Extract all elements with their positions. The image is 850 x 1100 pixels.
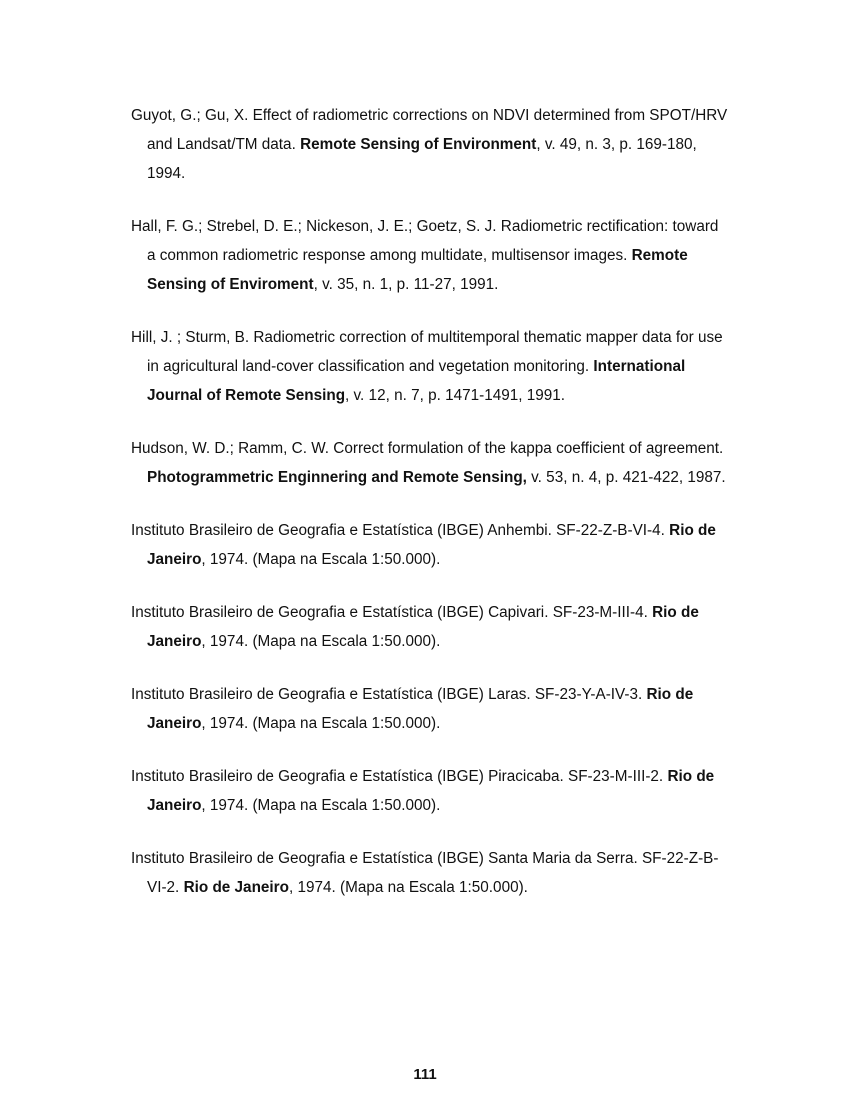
reference-entry xyxy=(131,680,731,738)
reference-entry xyxy=(131,598,731,656)
reference-text: Instituto Brasileiro de Geografia e Estatística (IBGE) Piracicaba. SF-23-M-III-2. xyxy=(131,768,668,785)
reference-list xyxy=(131,101,731,926)
reference-text: Instituto Brasileiro de Geografia e Estatística (IBGE) Capivari. SF-23-M-III-4. xyxy=(131,604,653,621)
reference-text: Instituto Brasileiro de Geografia e Estatística (IBGE) Laras. SF-23-Y-A-IV-3. xyxy=(131,686,647,703)
reference-details: v. 53, n. 4, p. 421-422, 1987. xyxy=(526,469,726,486)
reference-text: Hudson, W. D.; Ramm, C. W. Correct formulation of the kappa coefficient of agreement. xyxy=(131,440,724,457)
page-number: 111 xyxy=(413,1066,437,1083)
reference-details: , 1974. (Mapa na Escala 1:50.000). xyxy=(201,715,441,732)
reference-journal: Photogrammetric Enginnering and Remote Sensing, xyxy=(147,469,527,486)
reference-place: Rio de Janeiro xyxy=(147,686,694,732)
reference-details: , v. 12, n. 7, p. 1471-1491, 1991. xyxy=(345,387,566,404)
reference-entry xyxy=(131,516,731,574)
reference-journal: Remote Sensing of Enviroment xyxy=(147,247,688,293)
reference-details: , 1974. (Mapa na Escala 1:50.000). xyxy=(201,633,441,650)
reference-entry xyxy=(131,323,731,410)
reference-text: Instituto Brasileiro de Geografia e Estatística (IBGE) Anhembi. SF-22-Z-B-VI-4. xyxy=(131,522,670,539)
reference-entry xyxy=(131,844,731,902)
reference-entry xyxy=(131,212,731,299)
reference-journal: International Journal of Remote Sensing xyxy=(147,358,686,404)
reference-text: Guyot, G.; Gu, X. Effect of radiometric corrections on NDVI determined from SPOT/HRV and Landsat/TM data. xyxy=(131,107,728,153)
reference-details: , v. 35, n. 1, p. 11-27, 1991. xyxy=(313,276,499,293)
reference-details: , v. 49, n. 3, p. 169-180, 1994. xyxy=(147,136,697,182)
reference-place: Rio de Janeiro xyxy=(147,522,716,568)
reference-place: Rio de Janeiro xyxy=(147,768,715,814)
reference-entry xyxy=(131,101,731,188)
reference-text: Hill, J. ; Sturm, B. Radiometric correction of multitemporal thematic mapper data for use in agricultural land-cover classification and vegetation monitoring. xyxy=(131,329,723,375)
reference-journal: Remote Sensing of Environment xyxy=(300,136,537,153)
reference-entry xyxy=(131,762,731,820)
reference-details: , 1974. (Mapa na Escala 1:50.000). xyxy=(201,797,441,814)
reference-place: Rio de Janeiro xyxy=(183,879,289,896)
reference-details: , 1974. (Mapa na Escala 1:50.000). xyxy=(201,551,441,568)
reference-entry xyxy=(131,434,731,492)
reference-details: , 1974. (Mapa na Escala 1:50.000). xyxy=(288,879,528,896)
reference-place: Rio de Janeiro xyxy=(147,604,699,650)
reference-text: Instituto Brasileiro de Geografia e Estatística (IBGE) Santa Maria da Serra. SF-22-Z-B-VI-2. xyxy=(131,850,719,896)
reference-text: Hall, F. G.; Strebel, D. E.; Nickeson, J. E.; Goetz, S. J. Radiometric rectification: toward a common radiometric response among multidate, multisensor images. xyxy=(131,218,719,264)
